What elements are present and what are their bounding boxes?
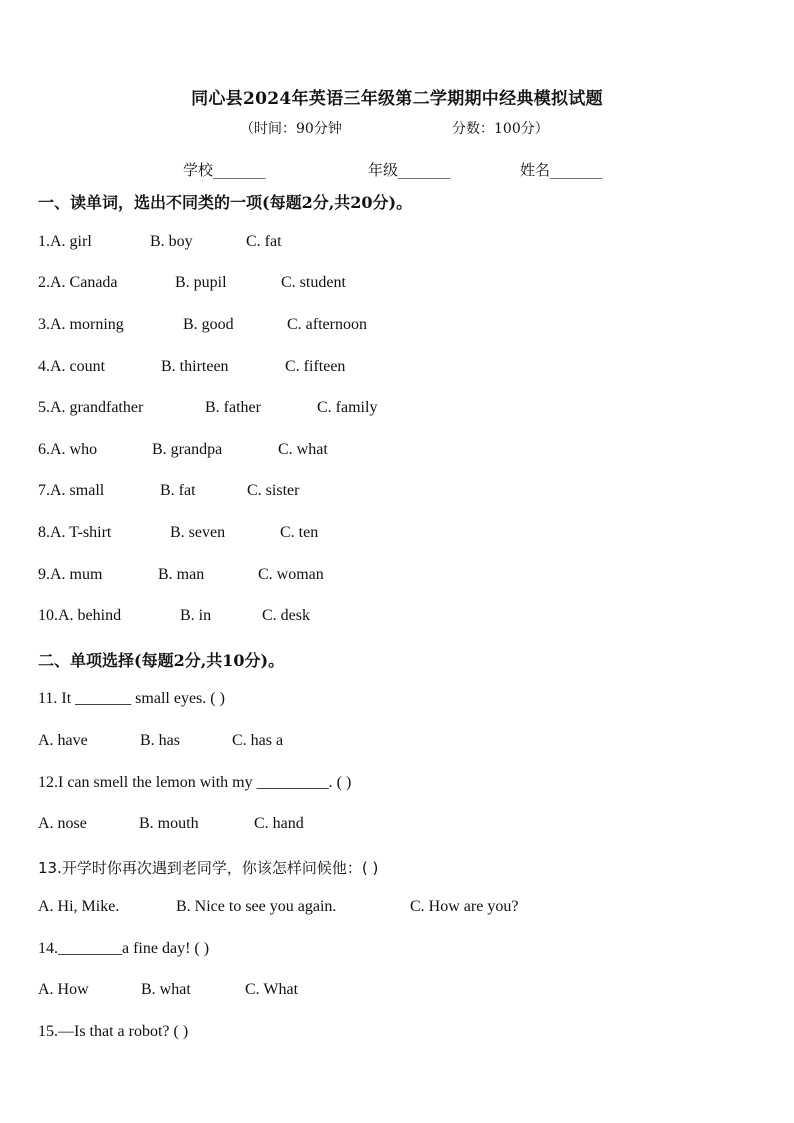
option-b: B. Nice to see you again. — [176, 898, 337, 915]
option-b: B. what — [141, 981, 191, 998]
option-a: A. have — [38, 732, 88, 749]
option-a — [38, 441, 152, 459]
option-b: B. pupil — [175, 274, 227, 291]
question-11-stem: 11. It _______ small eyes. ( ) — [38, 690, 225, 707]
option-a: A. How — [38, 981, 89, 998]
option-c: C. desk — [262, 607, 310, 624]
option-a-text: A. small — [50, 482, 105, 499]
question-row — [38, 358, 345, 376]
question-12-stem: 12.I can smell the lemon with my _________. ( ) — [38, 774, 352, 791]
option-c: C. hand — [254, 815, 304, 832]
option-c: C. sister — [247, 482, 300, 499]
option-c: C. afternoon — [287, 316, 367, 333]
question-row — [38, 607, 310, 625]
option-a — [38, 233, 150, 251]
question-14-options — [38, 981, 298, 999]
option-a-text: A. count — [50, 358, 106, 375]
option-c: C. what — [278, 441, 328, 458]
option-c: C. student — [281, 274, 346, 291]
question-row — [38, 316, 367, 334]
option-b: B. in — [180, 607, 212, 624]
option-a-text: A. T-shirt — [50, 524, 112, 541]
grade-field: 年级_______ — [368, 161, 451, 179]
question-13-options — [38, 898, 518, 916]
option-c: C. fat — [246, 233, 282, 250]
question-row — [38, 482, 299, 500]
exam-score: 分数：100分） — [452, 121, 549, 137]
question-row — [38, 566, 324, 584]
exam-title: 同心县2024年英语三年级第二学期期中经典模拟试题 — [191, 89, 603, 109]
option-c: C. What — [245, 981, 299, 998]
question-14-stem: 14.________a fine day! ( ) — [38, 940, 210, 957]
question-11-options — [38, 732, 283, 750]
option-b: B. good — [183, 316, 234, 333]
option-a — [38, 607, 180, 625]
option-a-text: A. Canada — [50, 274, 118, 291]
question-number: 2. — [38, 274, 50, 291]
option-a: A. Hi, Mike. — [38, 898, 120, 915]
option-a-text: A. behind — [58, 607, 122, 624]
option-a — [38, 274, 175, 292]
question-row — [38, 441, 328, 459]
question-number: 4. — [38, 358, 50, 375]
option-a-text: A. morning — [50, 316, 124, 333]
option-b: B. man — [158, 566, 205, 583]
option-b: B. boy — [150, 233, 193, 250]
option-c: C. ten — [280, 524, 319, 541]
question-13-stem: 13.开学时你再次遇到老同学，你该怎样问候他：( ) — [38, 859, 379, 877]
option-b: B. father — [205, 399, 261, 416]
question-number: 3. — [38, 316, 50, 333]
option-a — [38, 399, 205, 417]
option-a: A. nose — [38, 815, 87, 832]
option-a-text: A. mum — [50, 566, 103, 583]
name-field: 姓名_______ — [520, 161, 603, 179]
question-12-options — [38, 815, 304, 833]
option-a — [38, 316, 183, 334]
option-a — [38, 524, 170, 542]
section2-heading: 二、单项选择(每题2分,共10分)。 — [38, 651, 285, 670]
option-b: B. has — [140, 732, 180, 749]
option-c: C. woman — [258, 566, 324, 583]
option-a — [38, 482, 160, 500]
question-number: 6. — [38, 441, 50, 458]
option-c: C. family — [317, 399, 378, 416]
section1-heading: 一、读单词，选出不同类的一项(每题2分,共20分)。 — [38, 193, 413, 212]
question-row — [38, 399, 377, 417]
question-number: 8. — [38, 524, 50, 541]
option-b: B. thirteen — [161, 358, 229, 375]
question-number: 9. — [38, 566, 50, 583]
question-15-stem: 15.—Is that a robot? ( ) — [38, 1023, 189, 1040]
option-a-text: A. who — [50, 441, 98, 458]
option-b: B. seven — [170, 524, 226, 541]
option-a — [38, 566, 158, 584]
question-row — [38, 233, 282, 251]
question-row — [38, 274, 346, 292]
question-number: 7. — [38, 482, 50, 499]
school-field: 学校_______ — [183, 161, 266, 179]
option-c: C. has a — [232, 732, 284, 749]
option-a-text: A. girl — [50, 233, 92, 250]
option-a-text: A. grandfather — [50, 399, 144, 416]
question-number: 10. — [38, 607, 58, 624]
option-c: C. How are you? — [410, 898, 519, 915]
option-a — [38, 358, 161, 376]
exam-time: （时间：90分钟 — [240, 121, 342, 137]
option-b: B. grandpa — [152, 441, 223, 458]
option-b: B. mouth — [139, 815, 199, 832]
question-row — [38, 524, 318, 542]
question-number: 5. — [38, 399, 50, 416]
question-number: 1. — [38, 233, 50, 250]
option-b: B. fat — [160, 482, 196, 499]
option-c: C. fifteen — [285, 358, 346, 375]
